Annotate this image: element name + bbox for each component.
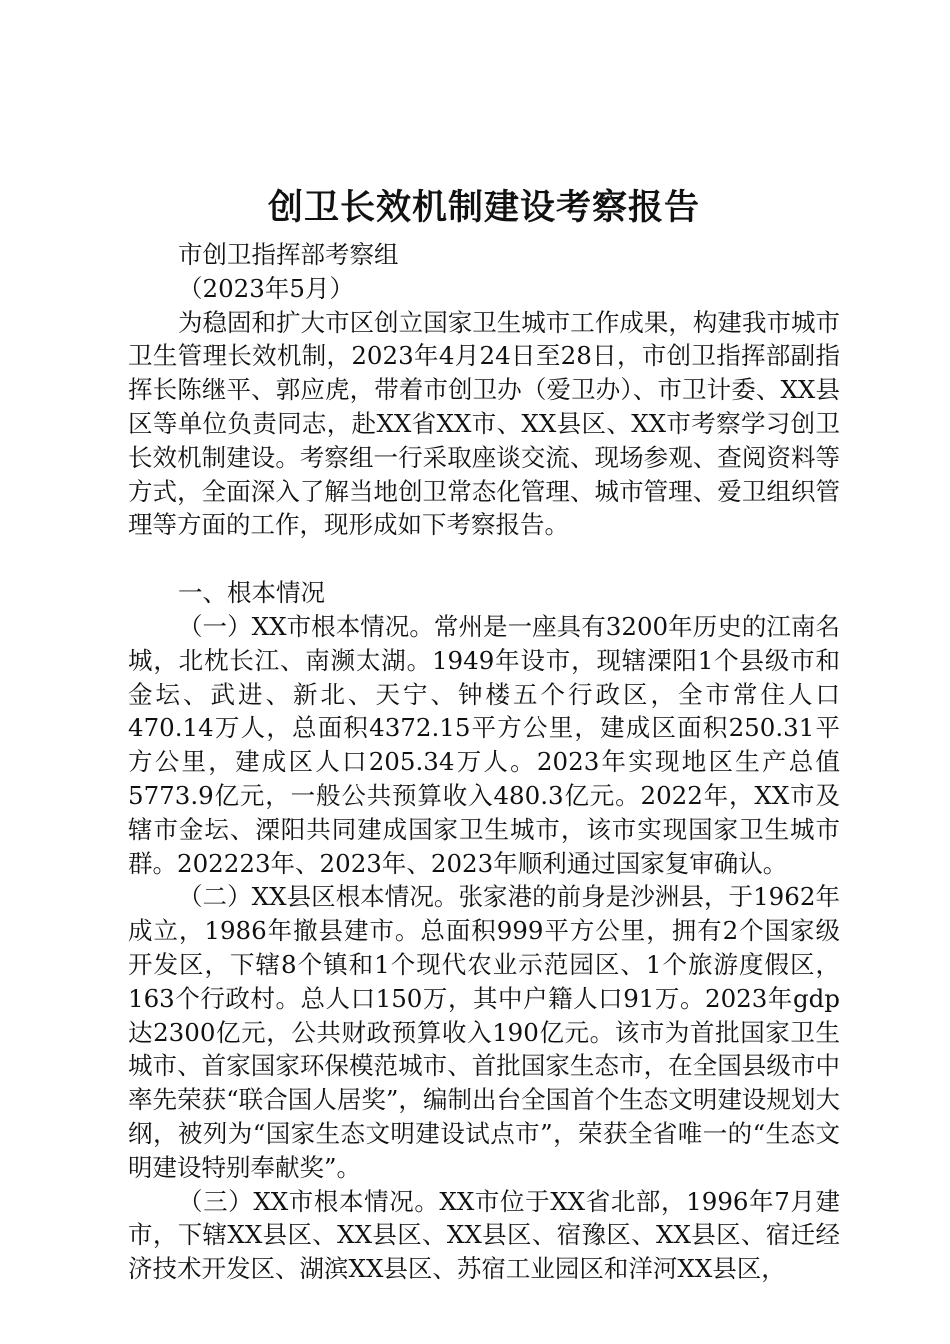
- intro-paragraph: 为稳固和扩大市区创立国家卫生城市工作成果，构建我市城市卫生管理长效机制，2023年4月24日至28日，市创卫指挥部副指挥长陈继平、郭应虎，带着市创卫办（爱卫办）、市卫计委、XX县区等单位负责同志，赴XX省XX市、XX县区、XX市考察学习创卫长效机制建设。考察组一行采取座谈交流、现场参观、查阅资料等方式，全面深入了解当地创卫常态化管理、城市管理、爱卫组织管理等方面的工作，现形成如下考察报告。: [128, 307, 840, 540]
- paragraph-spacer: [128, 542, 840, 576]
- author-line: 市创卫指挥部考察组: [178, 240, 399, 269]
- date-line: （2023年5月）: [178, 273, 354, 303]
- document-body: [128, 238, 840, 1286]
- document-title: 创卫长效机制建设考察报告: [267, 187, 700, 228]
- paragraph-1: （一）XX市根本情况。常州是一座具有3200年历史的江南名城，北枕长江、南濒太湖。1949年设市，现辖溧阳1个县级市和金坛、武进、新北、天宁、钟楼五个行政区，全市常住人口470.14万人，总面积4372.15平方公里，建成区面积250.31平方公里，建成区人口205.34万人。2023年实现地区生产总值5773.9亿元，一般公共预算收入480.3亿元。2022年，XX市及辖市金坛、溧阳共同建成国家卫生城市，该市实现国家卫生城市群。202223年、2023年、2023年顺利通过国家复审确认。: [128, 611, 840, 878]
- section-heading: 一、根本情况: [178, 578, 325, 608]
- paragraph-2: （二）XX县区根本情况。张家港的前身是沙洲县，于1962年成立，1986年撤县建市。总面积999平方公里，拥有2个国家级开发区，下辖8个镇和1个现代农业示范园区、1个旅游度假区，163个行政村。总人口150万，其中户籍人口91万。2023年gdp达2300亿元，公共财政预算收入190亿元。该市为首批国家卫生城市、首家国家环保模范城市、首批国家生态市，在全国县级市中率先荣获“联合国人居奖”，编制出台全国首个生态文明建设规划大纲，被列为“国家生态文明建设试点市”，荣获全省唯一的“生态文明建设特别奉献奖”。: [128, 882, 840, 1182]
- paragraph-3: （三）XX市根本情况。XX市位于XX省北部，1996年7月建市，下辖XX县区、XX县区、XX县区、宿豫区、XX县区、宿迁经济技术开发区、湖滨XX县区、苏宿工业园区和洋河XX县区，: [128, 1186, 840, 1284]
